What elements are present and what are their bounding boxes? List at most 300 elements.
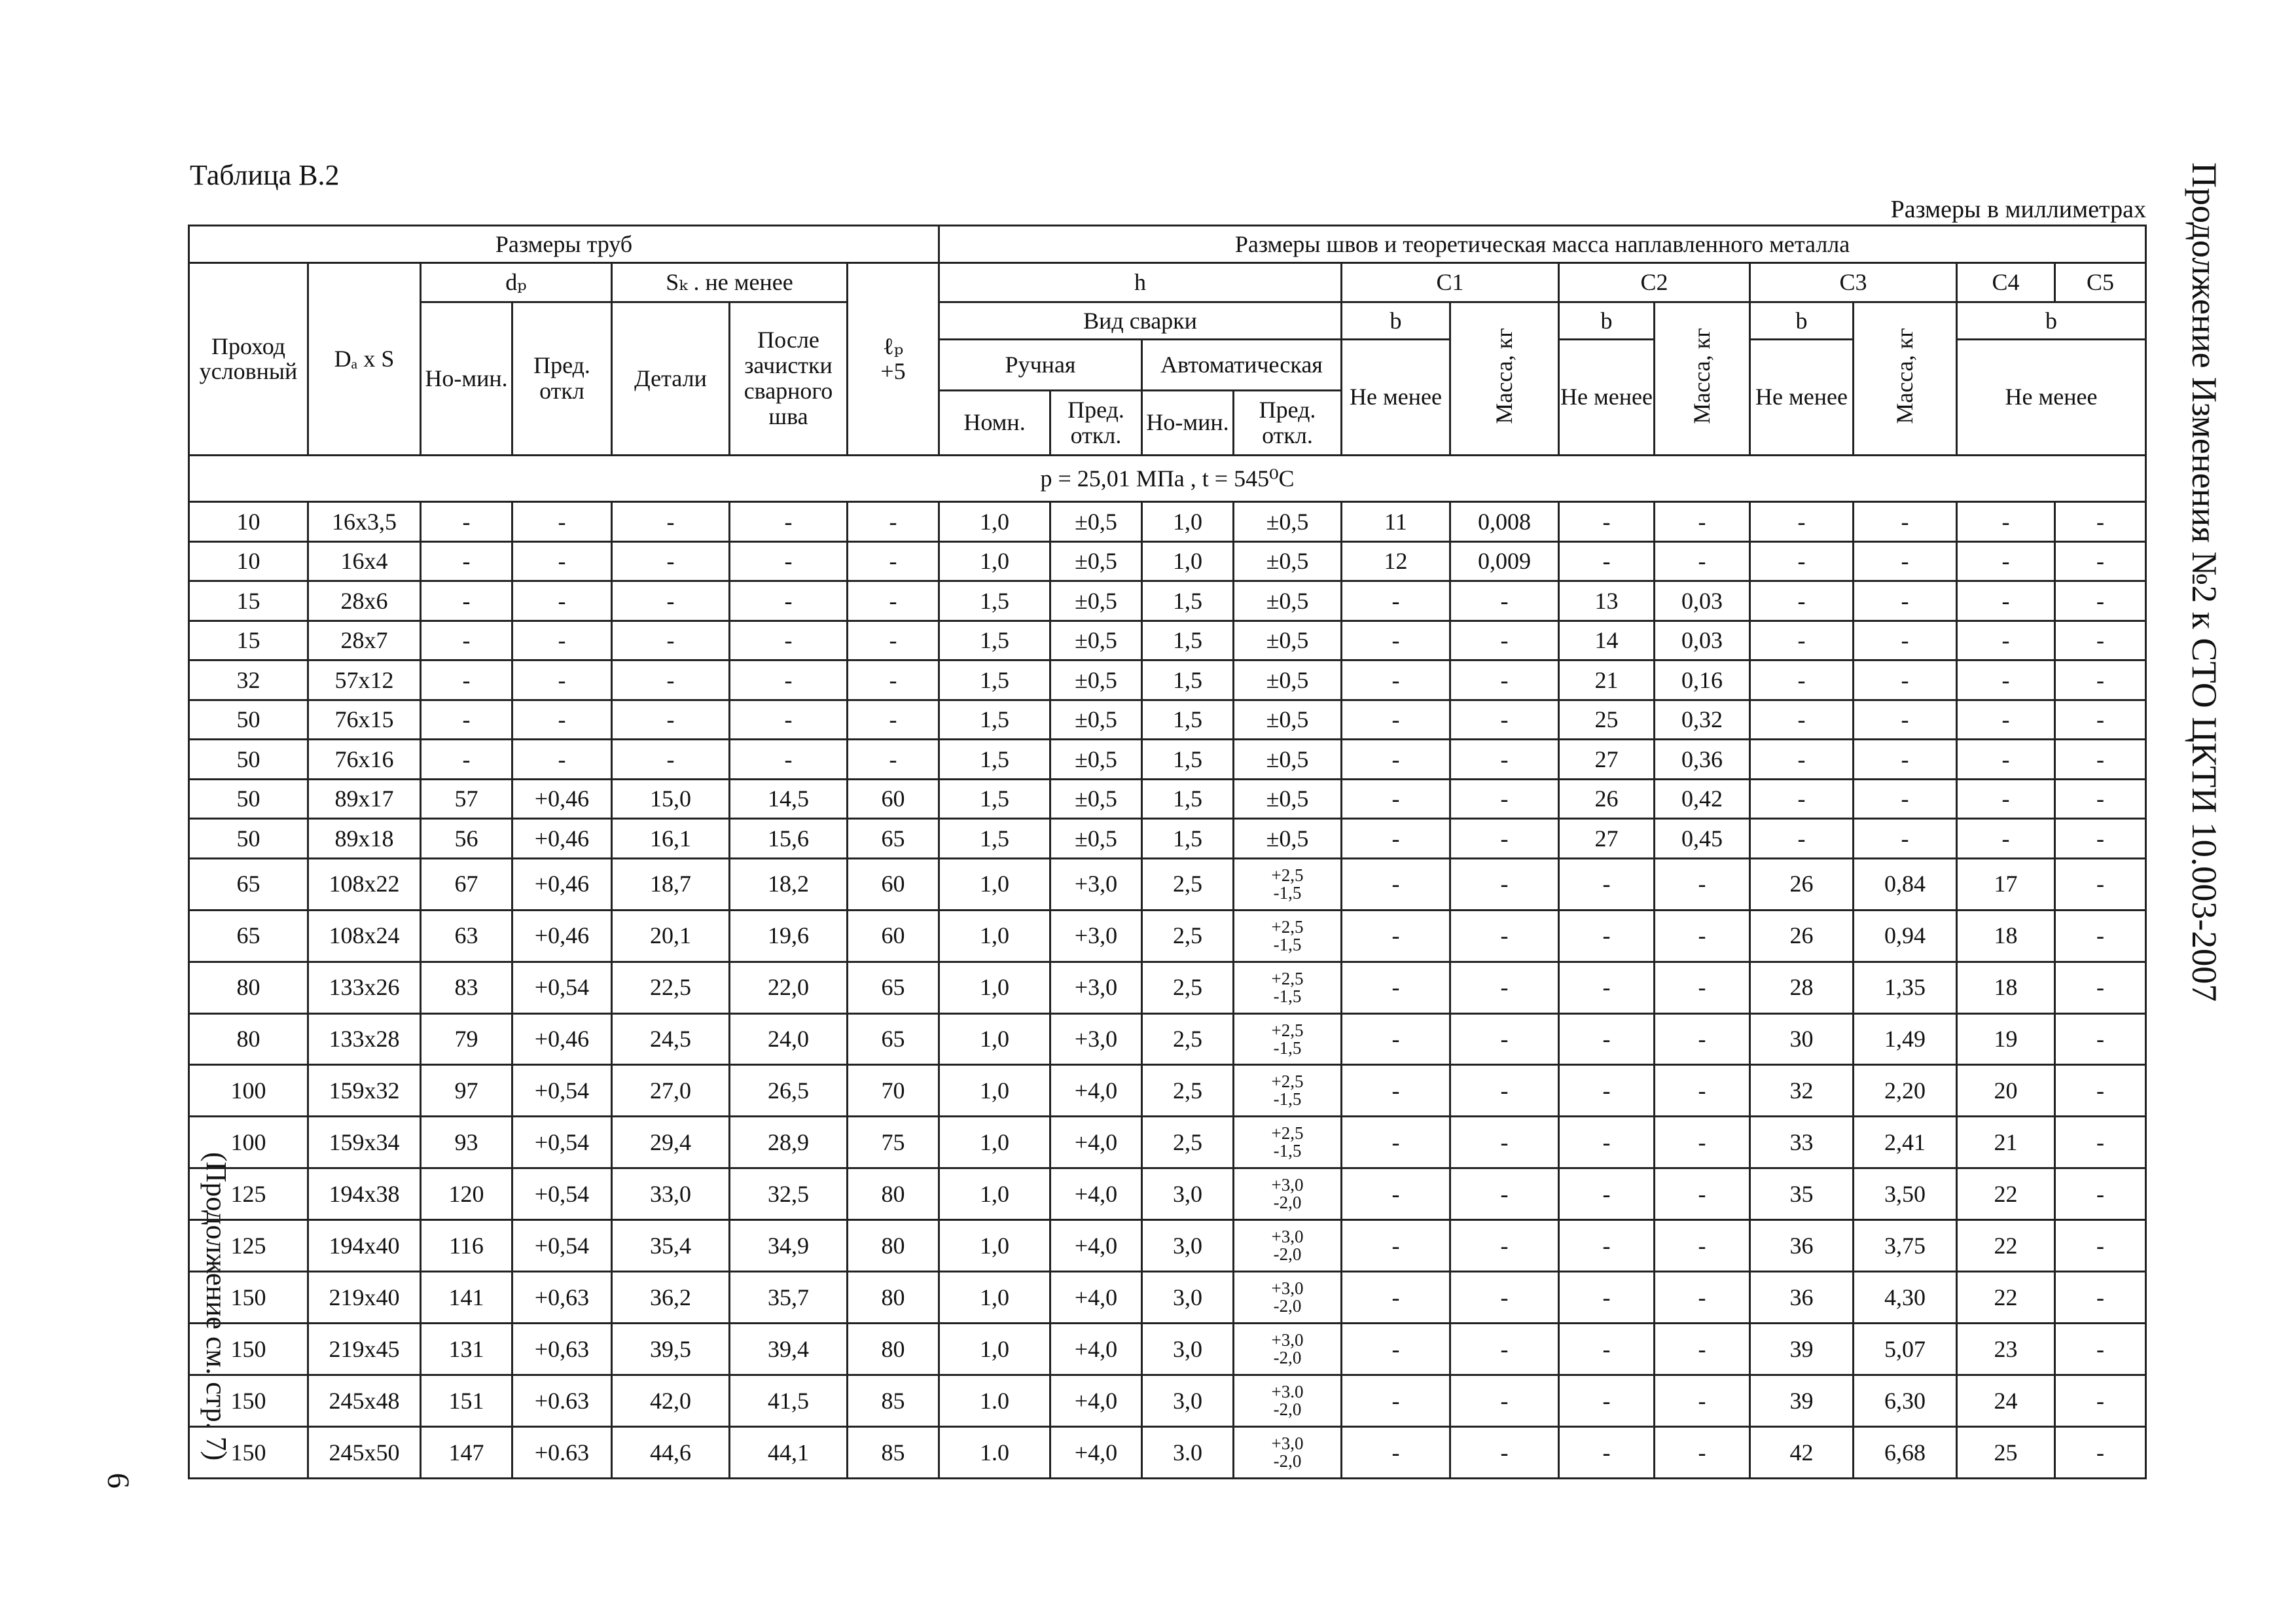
cell-lp-value: 80 xyxy=(848,1168,939,1220)
cell-lp-value: 80 xyxy=(848,1272,939,1324)
cell-lp-value: - xyxy=(848,581,939,621)
cell-diameter-thickness: 133х28 xyxy=(308,1013,421,1065)
cell-c5-b: - xyxy=(2055,1013,2146,1065)
cell-c5-b: - xyxy=(2055,541,2146,581)
cell-diameter-thickness: 28х6 xyxy=(308,581,421,621)
cell-sk-after-cleaning: 19,6 xyxy=(730,910,848,962)
cell-c2-b: 27 xyxy=(1559,740,1655,779)
cell-dp-nominal: 151 xyxy=(421,1375,512,1427)
cell-auto-tolerance xyxy=(1234,1272,1342,1324)
cell-c2-mass: 0,42 xyxy=(1655,779,1750,818)
cell-manual-tolerance: ±0,5 xyxy=(1050,740,1142,779)
cell-c5-b: - xyxy=(2055,660,2146,700)
header-c3: С3 xyxy=(1750,263,1957,302)
side-title: Продолжение Изменения №2 к СТО ЦКТИ 10.003-2007 xyxy=(2185,162,2224,1002)
cell-c1-mass: - xyxy=(1450,779,1559,818)
cell-sk-after-cleaning: 44,1 xyxy=(730,1427,848,1479)
cell-dp-nominal: - xyxy=(421,541,512,581)
cell-c5-b: - xyxy=(2055,1065,2146,1117)
header-c2-min: Не менее xyxy=(1559,340,1655,455)
cell-auto-nominal: 1,5 xyxy=(1142,700,1234,739)
cell-nominal-bore: 150 xyxy=(189,1272,308,1324)
cell-nominal-bore: 65 xyxy=(189,858,308,910)
cell-diameter-thickness: 108х24 xyxy=(308,910,421,962)
cell-dp-nominal: 83 xyxy=(421,962,512,1013)
cell-c2-mass: 0,16 xyxy=(1655,660,1750,700)
cell-c1-mass: - xyxy=(1450,1375,1559,1427)
cell-lp-value: 80 xyxy=(848,1324,939,1375)
cell-auto-tolerance: ±0,5 xyxy=(1234,541,1342,581)
cell-c2-b: 14 xyxy=(1559,621,1655,660)
cell-diameter-thickness: 133х26 xyxy=(308,962,421,1013)
cell-auto-tolerance: ±0,5 xyxy=(1234,621,1342,660)
cell-diameter-thickness: 57х12 xyxy=(308,660,421,700)
cell-diameter-thickness: 16х4 xyxy=(308,541,421,581)
cell-c3-mass: 6,30 xyxy=(1854,1375,1957,1427)
cell-auto-nominal: 2,5 xyxy=(1142,858,1234,910)
cell-lp-value: 60 xyxy=(848,779,939,818)
cell-dp-tolerance: - xyxy=(512,502,612,541)
cell-manual-tolerance: +4,0 xyxy=(1050,1272,1142,1324)
cell-c1-mass: - xyxy=(1450,1013,1559,1065)
cell-lp-value: - xyxy=(848,660,939,700)
cell-diameter-thickness: 159х34 xyxy=(308,1117,421,1168)
cell-auto-tolerance xyxy=(1234,910,1342,962)
header-c1-min: Не менее xyxy=(1342,340,1450,455)
table-row xyxy=(189,1013,2146,1065)
cell-c2-b: 26 xyxy=(1559,779,1655,818)
auto-tolerance-lower: -2,0 xyxy=(1273,1399,1302,1420)
cell-sk-after-cleaning: - xyxy=(730,660,848,700)
cell-c3-b: - xyxy=(1750,621,1854,660)
cell-lp-value: - xyxy=(848,541,939,581)
cell-dp-nominal: 57 xyxy=(421,779,512,818)
auto-tolerance-upper: +2,5 xyxy=(1271,968,1304,988)
cell-c3-mass: - xyxy=(1854,819,1957,858)
cell-sk-details: 35,4 xyxy=(612,1220,730,1272)
cell-lp-value: - xyxy=(848,502,939,541)
header-sk-after-cleaning: После зачистки сварного шва xyxy=(730,302,848,455)
cell-c3-mass: 0,84 xyxy=(1854,858,1957,910)
cell-c1-mass: - xyxy=(1450,910,1559,962)
cell-c2-mass: - xyxy=(1655,1013,1750,1065)
cell-c3-b: 39 xyxy=(1750,1324,1854,1375)
header-c1-b: b xyxy=(1342,302,1450,339)
cell-c3-mass: - xyxy=(1854,502,1957,541)
specification-table xyxy=(188,225,2147,1479)
table-row xyxy=(189,1375,2146,1427)
cell-manual-tolerance: +3,0 xyxy=(1050,858,1142,910)
cell-c1-b: - xyxy=(1342,581,1450,621)
cell-diameter-thickness: 76х16 xyxy=(308,740,421,779)
cell-nominal-bore: 50 xyxy=(189,740,308,779)
cell-c1-b: - xyxy=(1342,779,1450,818)
c2-mass-label: Масса, кг xyxy=(1689,327,1715,424)
cell-c2-b: - xyxy=(1559,1117,1655,1168)
cell-auto-nominal: 2,5 xyxy=(1142,962,1234,1013)
cell-lp-value: 60 xyxy=(848,858,939,910)
auto-tolerance-upper: +3,0 xyxy=(1271,1175,1304,1195)
cell-dp-tolerance: +0,46 xyxy=(512,819,612,858)
cell-dp-nominal: 116 xyxy=(421,1220,512,1272)
cell-c3-mass: 0,94 xyxy=(1854,910,1957,962)
cell-sk-after-cleaning: - xyxy=(730,740,848,779)
auto-tolerance-lower: -1,5 xyxy=(1273,1141,1302,1161)
header-c1: С1 xyxy=(1342,263,1559,302)
auto-tolerance-lower: -1,5 xyxy=(1273,986,1302,1006)
cell-c2-mass: 0,45 xyxy=(1655,819,1750,858)
cell-c4-b: - xyxy=(1957,621,2055,660)
cell-c5-b: - xyxy=(2055,1375,2146,1427)
cell-sk-after-cleaning: 35,7 xyxy=(730,1272,848,1324)
cell-c4-b: 23 xyxy=(1957,1324,2055,1375)
cell-c2-mass: 0,03 xyxy=(1655,621,1750,660)
table-row xyxy=(189,858,2146,910)
cell-sk-after-cleaning: 15,6 xyxy=(730,819,848,858)
cell-nominal-bore: 10 xyxy=(189,502,308,541)
cell-manual-tolerance: +4,0 xyxy=(1050,1168,1142,1220)
cell-auto-nominal: 1,5 xyxy=(1142,740,1234,779)
cell-auto-nominal: 3,0 xyxy=(1142,1168,1234,1220)
auto-tolerance-lower: -2,0 xyxy=(1273,1296,1302,1316)
cell-dp-nominal: 131 xyxy=(421,1324,512,1375)
cell-c4-b: - xyxy=(1957,502,2055,541)
cell-auto-tolerance: ±0,5 xyxy=(1234,581,1342,621)
cell-dp-tolerance: +0,46 xyxy=(512,858,612,910)
cell-manual-nominal: 1,5 xyxy=(939,819,1050,858)
cell-manual-nominal: 1,5 xyxy=(939,740,1050,779)
cell-dp-nominal: 63 xyxy=(421,910,512,962)
cell-manual-nominal: 1,0 xyxy=(939,858,1050,910)
header-auto-tolerance: Пред. откл. xyxy=(1234,391,1342,455)
cell-dp-nominal: - xyxy=(421,502,512,541)
auto-tolerance-upper: +3,0 xyxy=(1271,1330,1304,1350)
cell-c2-mass: - xyxy=(1655,1220,1750,1272)
cell-auto-nominal: 1,5 xyxy=(1142,779,1234,818)
cell-sk-after-cleaning: - xyxy=(730,541,848,581)
cell-sk-after-cleaning: 34,9 xyxy=(730,1220,848,1272)
table-row xyxy=(189,1272,2146,1324)
cell-c1-b: - xyxy=(1342,1065,1450,1117)
cell-manual-nominal: 1,0 xyxy=(939,962,1050,1013)
cell-c4-b: - xyxy=(1957,660,2055,700)
cell-nominal-bore: 80 xyxy=(189,962,308,1013)
cell-auto-tolerance: ±0,5 xyxy=(1234,819,1342,858)
table-row xyxy=(189,1117,2146,1168)
cell-c2-mass: 0,36 xyxy=(1655,740,1750,779)
cell-nominal-bore: 125 xyxy=(189,1168,308,1220)
cell-c2-mass: - xyxy=(1655,1324,1750,1375)
header-c3-mass xyxy=(1854,302,1957,455)
cell-sk-details: 39,5 xyxy=(612,1324,730,1375)
header-sk-details: Детали xyxy=(612,302,730,455)
cell-manual-nominal: 1,0 xyxy=(939,1272,1050,1324)
cell-c5-b: - xyxy=(2055,819,2146,858)
cell-c1-b: - xyxy=(1342,1117,1450,1168)
cell-c1-b: - xyxy=(1342,962,1450,1013)
cell-sk-after-cleaning: 41,5 xyxy=(730,1375,848,1427)
cell-c4-b: - xyxy=(1957,740,2055,779)
cell-c3-mass: 2,20 xyxy=(1854,1065,1957,1117)
cell-manual-nominal: 1,0 xyxy=(939,910,1050,962)
auto-tolerance-upper: +3,0 xyxy=(1271,1227,1304,1247)
cell-dp-tolerance: +0.63 xyxy=(512,1427,612,1479)
cell-c3-b: - xyxy=(1750,700,1854,739)
cell-c1-mass: - xyxy=(1450,740,1559,779)
cell-c3-b: 39 xyxy=(1750,1375,1854,1427)
cell-sk-details: - xyxy=(612,581,730,621)
cell-auto-tolerance: ±0,5 xyxy=(1234,779,1342,818)
cell-manual-tolerance: ±0,5 xyxy=(1050,541,1142,581)
cell-c3-mass: - xyxy=(1854,779,1957,818)
cell-auto-tolerance xyxy=(1234,1065,1342,1117)
cell-sk-details: - xyxy=(612,740,730,779)
cell-auto-tolerance xyxy=(1234,1220,1342,1272)
cell-diameter-thickness: 89х17 xyxy=(308,779,421,818)
cell-lp-value: 85 xyxy=(848,1375,939,1427)
cell-c2-mass: - xyxy=(1655,910,1750,962)
cell-c2-b: - xyxy=(1559,502,1655,541)
cell-c2-mass: - xyxy=(1655,1168,1750,1220)
cell-lp-value: 65 xyxy=(848,1013,939,1065)
cell-c4-b: - xyxy=(1957,819,2055,858)
cell-c1-b: - xyxy=(1342,1013,1450,1065)
cell-sk-details: 27,0 xyxy=(612,1065,730,1117)
header-manual-tolerance: Пред. откл. xyxy=(1050,391,1142,455)
cell-nominal-bore: 100 xyxy=(189,1117,308,1168)
c1-mass-label: Масса, кг xyxy=(1491,327,1518,424)
cell-auto-tolerance: ±0,5 xyxy=(1234,740,1342,779)
cell-dp-tolerance: +0,54 xyxy=(512,962,612,1013)
c3-mass-label: Масса, кг xyxy=(1892,327,1918,424)
header-c2-b: b xyxy=(1559,302,1655,339)
cell-c1-mass: - xyxy=(1450,1168,1559,1220)
cell-diameter-thickness: 194х40 xyxy=(308,1220,421,1272)
cell-c2-b: - xyxy=(1559,1427,1655,1479)
cell-c1-mass: - xyxy=(1450,1324,1559,1375)
cell-manual-tolerance: ±0,5 xyxy=(1050,779,1142,818)
table-row xyxy=(189,502,2146,541)
cell-auto-nominal: 1,0 xyxy=(1142,502,1234,541)
cell-manual-nominal: 1,0 xyxy=(939,1324,1050,1375)
cell-sk-details: 16,1 xyxy=(612,819,730,858)
cell-sk-after-cleaning: 28,9 xyxy=(730,1117,848,1168)
cell-c1-b: - xyxy=(1342,740,1450,779)
table-row xyxy=(189,962,2146,1013)
cell-dp-tolerance: +0,63 xyxy=(512,1272,612,1324)
cell-c2-mass: - xyxy=(1655,1375,1750,1427)
cell-sk-after-cleaning: 39,4 xyxy=(730,1324,848,1375)
header-manual-nominal: Номн. xyxy=(939,391,1050,455)
table-row xyxy=(189,779,2146,818)
cell-dp-nominal: 93 xyxy=(421,1117,512,1168)
cell-c4-b: 22 xyxy=(1957,1220,2055,1272)
header-c3-min: Не менее xyxy=(1750,340,1854,455)
cell-c2-b: - xyxy=(1559,858,1655,910)
cell-c1-b: - xyxy=(1342,660,1450,700)
cell-c1-b: - xyxy=(1342,700,1450,739)
cell-c3-mass: 6,68 xyxy=(1854,1427,1957,1479)
cell-auto-tolerance xyxy=(1234,1324,1342,1375)
cell-c3-b: - xyxy=(1750,581,1854,621)
cell-c3-b: 35 xyxy=(1750,1168,1854,1220)
cell-sk-after-cleaning: - xyxy=(730,581,848,621)
header-lp xyxy=(848,263,939,455)
cell-c2-b: - xyxy=(1559,1013,1655,1065)
cell-manual-nominal: 1,5 xyxy=(939,700,1050,739)
cell-dp-nominal: 79 xyxy=(421,1013,512,1065)
cell-c1-mass: - xyxy=(1450,1427,1559,1479)
cell-c4-b: - xyxy=(1957,541,2055,581)
auto-tolerance-lower: -1,5 xyxy=(1273,1089,1302,1110)
cell-nominal-bore: 10 xyxy=(189,541,308,581)
lp-symbol: ℓₚ xyxy=(882,333,904,359)
cell-dp-tolerance: - xyxy=(512,581,612,621)
cell-c1-b: - xyxy=(1342,1168,1450,1220)
cell-dp-tolerance: +0,54 xyxy=(512,1065,612,1117)
header-dp: dₚ xyxy=(421,263,612,302)
cell-nominal-bore: 15 xyxy=(189,581,308,621)
cell-lp-value: - xyxy=(848,740,939,779)
header-c4: С4 xyxy=(1957,263,2055,302)
cell-c4-b: 20 xyxy=(1957,1065,2055,1117)
cell-c3-b: - xyxy=(1750,541,1854,581)
cell-c2-mass: 0,03 xyxy=(1655,581,1750,621)
cell-c2-b: - xyxy=(1559,962,1655,1013)
cell-nominal-bore: 150 xyxy=(189,1324,308,1375)
cell-c2-b: - xyxy=(1559,1065,1655,1117)
cell-sk-details: 15,0 xyxy=(612,779,730,818)
cell-auto-nominal: 1,5 xyxy=(1142,660,1234,700)
table-row xyxy=(189,910,2146,962)
cell-manual-nominal: 1,5 xyxy=(939,779,1050,818)
header-pipe-sizes: Размеры труб xyxy=(189,226,939,263)
cell-sk-after-cleaning: - xyxy=(730,700,848,739)
cell-c2-mass: - xyxy=(1655,1272,1750,1324)
cell-auto-tolerance xyxy=(1234,1427,1342,1479)
cell-c3-b: 28 xyxy=(1750,962,1854,1013)
cell-c2-b: - xyxy=(1559,910,1655,962)
auto-tolerance-upper: +2,5 xyxy=(1271,1020,1304,1040)
cell-c1-mass: - xyxy=(1450,1220,1559,1272)
cell-auto-tolerance: ±0,5 xyxy=(1234,700,1342,739)
cell-nominal-bore: 150 xyxy=(189,1375,308,1427)
cell-auto-nominal: 1,0 xyxy=(1142,541,1234,581)
cell-c3-mass: 1,49 xyxy=(1854,1013,1957,1065)
cell-c1-mass: - xyxy=(1450,700,1559,739)
auto-tolerance-upper: +2,5 xyxy=(1271,865,1304,885)
cell-c3-mass: - xyxy=(1854,541,1957,581)
cell-c5-b: - xyxy=(2055,1168,2146,1220)
cell-auto-nominal: 2,5 xyxy=(1142,1117,1234,1168)
cell-auto-nominal: 1,5 xyxy=(1142,819,1234,858)
cell-nominal-bore: 50 xyxy=(189,779,308,818)
cell-c1-mass: - xyxy=(1450,962,1559,1013)
cell-dp-tolerance: - xyxy=(512,660,612,700)
table-row xyxy=(189,581,2146,621)
cell-manual-nominal: 1,5 xyxy=(939,621,1050,660)
cell-c1-mass: - xyxy=(1450,1117,1559,1168)
cell-c3-mass: 3,50 xyxy=(1854,1168,1957,1220)
header-sk: Sₖ . не менее xyxy=(612,263,848,302)
cell-c3-b: 26 xyxy=(1750,858,1854,910)
cell-manual-tolerance: +4,0 xyxy=(1050,1375,1142,1427)
cell-c1-mass: - xyxy=(1450,660,1559,700)
cell-diameter-thickness: 219х45 xyxy=(308,1324,421,1375)
header-c2-mass xyxy=(1655,302,1750,455)
cell-c2-b: - xyxy=(1559,1168,1655,1220)
cell-auto-nominal: 3,0 xyxy=(1142,1272,1234,1324)
cell-sk-details: 42,0 xyxy=(612,1375,730,1427)
cell-sk-after-cleaning: 32,5 xyxy=(730,1168,848,1220)
table-row xyxy=(189,1065,2146,1117)
cell-c2-b: - xyxy=(1559,1220,1655,1272)
table-body xyxy=(189,502,2146,1479)
cell-sk-details: 20,1 xyxy=(612,910,730,962)
cell-diameter-thickness: 194х38 xyxy=(308,1168,421,1220)
cell-manual-nominal: 1,5 xyxy=(939,660,1050,700)
cell-diameter-thickness: 76х15 xyxy=(308,700,421,739)
cell-sk-after-cleaning: 22,0 xyxy=(730,962,848,1013)
cell-c3-b: 42 xyxy=(1750,1427,1854,1479)
table-row xyxy=(189,621,2146,660)
cell-c5-b: - xyxy=(2055,621,2146,660)
cell-dp-tolerance: +0,54 xyxy=(512,1220,612,1272)
cell-c2-b: 25 xyxy=(1559,700,1655,739)
cell-manual-nominal: 1.0 xyxy=(939,1427,1050,1479)
cell-c3-mass: 1,35 xyxy=(1854,962,1957,1013)
cell-manual-nominal: 1.0 xyxy=(939,1375,1050,1427)
cell-c3-b: - xyxy=(1750,779,1854,818)
cell-c1-mass: - xyxy=(1450,1065,1559,1117)
cell-c5-b: - xyxy=(2055,779,2146,818)
cell-c1-mass: 0,009 xyxy=(1450,541,1559,581)
cell-c2-b: 21 xyxy=(1559,660,1655,700)
cell-auto-nominal: 2,5 xyxy=(1142,1065,1234,1117)
cell-c5-b: - xyxy=(2055,910,2146,962)
cell-c3-b: 32 xyxy=(1750,1065,1854,1117)
cell-sk-details: 24,5 xyxy=(612,1013,730,1065)
cell-dp-tolerance: - xyxy=(512,740,612,779)
cell-manual-tolerance: ±0,5 xyxy=(1050,621,1142,660)
cell-c4-b: 22 xyxy=(1957,1168,2055,1220)
table-row xyxy=(189,660,2146,700)
cell-dp-tolerance: +0.63 xyxy=(512,1375,612,1427)
cell-sk-details: 18,7 xyxy=(612,858,730,910)
cell-c1-b: - xyxy=(1342,1324,1450,1375)
cell-manual-tolerance: +4,0 xyxy=(1050,1427,1142,1479)
cell-nominal-bore: 125 xyxy=(189,1220,308,1272)
cell-nominal-bore: 100 xyxy=(189,1065,308,1117)
cell-auto-tolerance xyxy=(1234,1168,1342,1220)
cell-dp-tolerance: +0,54 xyxy=(512,1117,612,1168)
cell-c1-b: - xyxy=(1342,1375,1450,1427)
table-row xyxy=(189,1427,2146,1479)
header-c5: С5 xyxy=(2055,263,2146,302)
cell-auto-nominal: 3.0 xyxy=(1142,1427,1234,1479)
cell-c2-b: - xyxy=(1559,541,1655,581)
table-row xyxy=(189,541,2146,581)
cell-c1-b: - xyxy=(1342,910,1450,962)
auto-tolerance-lower: -2,0 xyxy=(1273,1451,1302,1471)
auto-tolerance-lower: -2,0 xyxy=(1273,1244,1302,1265)
header-c4c5-b: b xyxy=(1957,302,2146,339)
cell-c4-b: 17 xyxy=(1957,858,2055,910)
cell-c5-b: - xyxy=(2055,1427,2146,1479)
cell-c1-b: - xyxy=(1342,1427,1450,1479)
cell-sk-after-cleaning: - xyxy=(730,502,848,541)
cell-sk-after-cleaning: 24,0 xyxy=(730,1013,848,1065)
